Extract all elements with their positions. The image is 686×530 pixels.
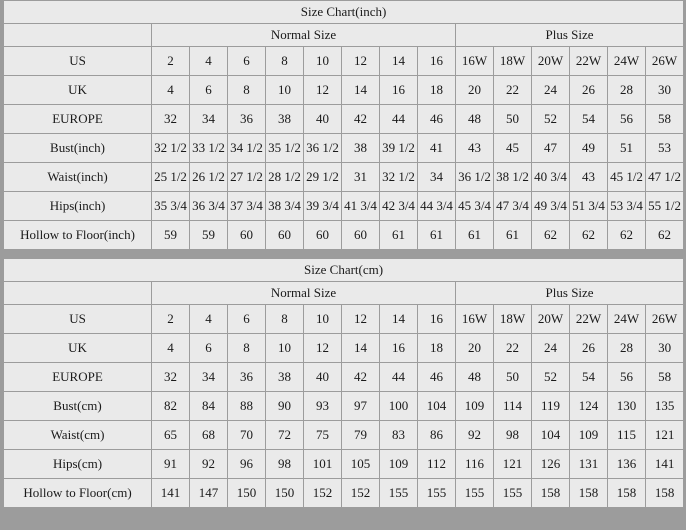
cell: 26 <box>570 76 608 105</box>
size-chart-inch-block <box>0 0 686 250</box>
cell: 54 <box>570 105 608 134</box>
cell: 98 <box>494 421 532 450</box>
cell: 16 <box>418 47 456 76</box>
row-label: Hips(cm) <box>4 450 152 479</box>
cell: 112 <box>418 450 456 479</box>
cell: 42 <box>342 363 380 392</box>
cell: 53 <box>646 134 684 163</box>
cell: 135 <box>646 392 684 421</box>
cell: 24 <box>532 334 570 363</box>
cell: 60 <box>342 221 380 250</box>
cell: 155 <box>456 479 494 508</box>
group-header-row <box>4 282 684 305</box>
cell: 45 3/4 <box>456 192 494 221</box>
cell: 26W <box>646 47 684 76</box>
cell: 100 <box>380 392 418 421</box>
cell: 109 <box>570 421 608 450</box>
cell: 35 3/4 <box>152 192 190 221</box>
cell: 61 <box>380 221 418 250</box>
cell: 43 <box>456 134 494 163</box>
cell: 16W <box>456 47 494 76</box>
cell: 4 <box>152 334 190 363</box>
cell: 12 <box>304 76 342 105</box>
cell: 104 <box>418 392 456 421</box>
cell: 45 <box>494 134 532 163</box>
cell: 116 <box>456 450 494 479</box>
cell: 10 <box>304 47 342 76</box>
cell: 6 <box>228 305 266 334</box>
row-label: Bust(cm) <box>4 392 152 421</box>
cell: 34 <box>190 105 228 134</box>
cell: 61 <box>456 221 494 250</box>
cell: 47 <box>532 134 570 163</box>
cell: 44 <box>380 363 418 392</box>
cell: 44 3/4 <box>418 192 456 221</box>
cell: 27 1/2 <box>228 163 266 192</box>
cell: 75 <box>304 421 342 450</box>
cell: 56 <box>608 363 646 392</box>
cell: 31 <box>342 163 380 192</box>
size-chart-inch-table <box>3 0 684 250</box>
cell: 51 <box>608 134 646 163</box>
cell: 22 <box>494 334 532 363</box>
cell: 4 <box>152 76 190 105</box>
table-row <box>4 392 684 421</box>
cell: 18 <box>418 76 456 105</box>
cell: 121 <box>494 450 532 479</box>
cell: 2 <box>152 305 190 334</box>
cell: 158 <box>608 479 646 508</box>
cell: 35 1/2 <box>266 134 304 163</box>
cell: 8 <box>266 47 304 76</box>
group-label-plus: Plus Size <box>456 282 684 305</box>
cell: 61 <box>494 221 532 250</box>
cell: 62 <box>532 221 570 250</box>
cell: 20W <box>532 305 570 334</box>
table-row <box>4 479 684 508</box>
cell: 88 <box>228 392 266 421</box>
cell: 2 <box>152 47 190 76</box>
cell: 48 <box>456 105 494 134</box>
cell: 42 3/4 <box>380 192 418 221</box>
cell: 53 3/4 <box>608 192 646 221</box>
cell: 20W <box>532 47 570 76</box>
table-row <box>4 305 684 334</box>
table-row <box>4 334 684 363</box>
cell: 32 1/2 <box>380 163 418 192</box>
cell: 44 <box>380 105 418 134</box>
cell: 32 <box>152 105 190 134</box>
cell: 12 <box>342 305 380 334</box>
cell: 18 <box>418 334 456 363</box>
cell: 38 <box>266 105 304 134</box>
title-row <box>4 1 684 24</box>
cell: 40 3/4 <box>532 163 570 192</box>
cell: 155 <box>418 479 456 508</box>
cell: 10 <box>266 76 304 105</box>
cell: 22 <box>494 76 532 105</box>
cell: 10 <box>304 305 342 334</box>
cell: 26 1/2 <box>190 163 228 192</box>
group-label-normal: Normal Size <box>152 282 456 305</box>
cell: 47 1/2 <box>646 163 684 192</box>
cell: 98 <box>266 450 304 479</box>
table-row <box>4 450 684 479</box>
corner-cell <box>4 282 152 305</box>
cell: 38 1/2 <box>494 163 532 192</box>
cell: 136 <box>608 450 646 479</box>
cell: 60 <box>266 221 304 250</box>
table-row <box>4 221 684 250</box>
cell: 84 <box>190 392 228 421</box>
cell: 33 1/2 <box>190 134 228 163</box>
cell: 60 <box>304 221 342 250</box>
group-label-plus: Plus Size <box>456 24 684 47</box>
row-label: Hollow to Floor(inch) <box>4 221 152 250</box>
cell: 36 1/2 <box>456 163 494 192</box>
row-label: Hollow to Floor(cm) <box>4 479 152 508</box>
cell: 56 <box>608 105 646 134</box>
cell: 28 <box>608 76 646 105</box>
cell: 6 <box>190 76 228 105</box>
cell: 131 <box>570 450 608 479</box>
cell: 121 <box>646 421 684 450</box>
cell: 6 <box>228 47 266 76</box>
cell: 60 <box>228 221 266 250</box>
cell: 36 <box>228 363 266 392</box>
cell: 16 <box>380 76 418 105</box>
cell: 109 <box>380 450 418 479</box>
row-label: US <box>4 305 152 334</box>
cell: 38 3/4 <box>266 192 304 221</box>
cell: 24W <box>608 47 646 76</box>
row-label: UK <box>4 334 152 363</box>
cell: 59 <box>190 221 228 250</box>
cell: 32 <box>152 363 190 392</box>
row-label: Hips(inch) <box>4 192 152 221</box>
chart-separator <box>0 250 686 258</box>
table-row <box>4 76 684 105</box>
cell: 34 1/2 <box>228 134 266 163</box>
cell: 124 <box>570 392 608 421</box>
cell: 20 <box>456 334 494 363</box>
cell: 50 <box>494 363 532 392</box>
cell: 72 <box>266 421 304 450</box>
cell: 22W <box>570 47 608 76</box>
cell: 30 <box>646 76 684 105</box>
cell: 28 <box>608 334 646 363</box>
cell: 34 <box>418 163 456 192</box>
cell: 86 <box>418 421 456 450</box>
cell: 93 <box>304 392 342 421</box>
cell: 150 <box>266 479 304 508</box>
row-label: US <box>4 47 152 76</box>
cell: 101 <box>304 450 342 479</box>
cell: 41 <box>418 134 456 163</box>
cell: 119 <box>532 392 570 421</box>
cell: 49 3/4 <box>532 192 570 221</box>
row-label: UK <box>4 76 152 105</box>
table-row <box>4 192 684 221</box>
cell: 52 <box>532 363 570 392</box>
cell: 59 <box>152 221 190 250</box>
cell: 42 <box>342 105 380 134</box>
cell: 158 <box>570 479 608 508</box>
title-row <box>4 259 684 282</box>
cell: 54 <box>570 363 608 392</box>
cell: 34 <box>190 363 228 392</box>
cell: 48 <box>456 363 494 392</box>
cell: 29 1/2 <box>304 163 342 192</box>
cell: 32 1/2 <box>152 134 190 163</box>
cell: 43 <box>570 163 608 192</box>
size-chart-cm-table <box>3 258 684 508</box>
cell: 152 <box>304 479 342 508</box>
cell: 158 <box>532 479 570 508</box>
cell: 25 1/2 <box>152 163 190 192</box>
group-label-normal: Normal Size <box>152 24 456 47</box>
cell: 114 <box>494 392 532 421</box>
row-label: Waist(inch) <box>4 163 152 192</box>
cell: 38 <box>266 363 304 392</box>
table-row <box>4 421 684 450</box>
cell: 62 <box>570 221 608 250</box>
cell: 46 <box>418 363 456 392</box>
size-chart-cm-block <box>0 258 686 508</box>
cell: 20 <box>456 76 494 105</box>
cell: 14 <box>342 76 380 105</box>
table-row <box>4 134 684 163</box>
cell: 62 <box>646 221 684 250</box>
table-row <box>4 105 684 134</box>
cell: 115 <box>608 421 646 450</box>
cell: 152 <box>342 479 380 508</box>
cell: 40 <box>304 105 342 134</box>
cell: 104 <box>532 421 570 450</box>
cell: 62 <box>608 221 646 250</box>
cell: 150 <box>228 479 266 508</box>
cell: 36 3/4 <box>190 192 228 221</box>
cell: 41 3/4 <box>342 192 380 221</box>
cell: 30 <box>646 334 684 363</box>
cell: 82 <box>152 392 190 421</box>
cell: 52 <box>532 105 570 134</box>
cell: 18W <box>494 47 532 76</box>
cell: 105 <box>342 450 380 479</box>
cell: 130 <box>608 392 646 421</box>
cell: 79 <box>342 421 380 450</box>
cell: 92 <box>190 450 228 479</box>
cell: 51 3/4 <box>570 192 608 221</box>
cell: 46 <box>418 105 456 134</box>
cell: 39 1/2 <box>380 134 418 163</box>
cell: 8 <box>228 76 266 105</box>
cell: 8 <box>266 305 304 334</box>
cell: 16 <box>418 305 456 334</box>
cell: 47 3/4 <box>494 192 532 221</box>
cell: 58 <box>646 363 684 392</box>
cell: 22W <box>570 305 608 334</box>
table-row <box>4 163 684 192</box>
cell: 26W <box>646 305 684 334</box>
cell: 96 <box>228 450 266 479</box>
cell: 24W <box>608 305 646 334</box>
cell: 12 <box>342 47 380 76</box>
row-label: EUROPE <box>4 105 152 134</box>
table-row <box>4 47 684 76</box>
cell: 8 <box>228 334 266 363</box>
cell: 10 <box>266 334 304 363</box>
chart-title: Size Chart(cm) <box>4 259 684 282</box>
cell: 68 <box>190 421 228 450</box>
cell: 97 <box>342 392 380 421</box>
cell: 90 <box>266 392 304 421</box>
cell: 16W <box>456 305 494 334</box>
cell: 6 <box>190 334 228 363</box>
cell: 70 <box>228 421 266 450</box>
cell: 147 <box>190 479 228 508</box>
row-label: Waist(cm) <box>4 421 152 450</box>
cell: 38 <box>342 134 380 163</box>
cell: 141 <box>152 479 190 508</box>
cell: 65 <box>152 421 190 450</box>
cell: 12 <box>304 334 342 363</box>
cell: 155 <box>494 479 532 508</box>
cell: 61 <box>418 221 456 250</box>
cell: 91 <box>152 450 190 479</box>
cell: 83 <box>380 421 418 450</box>
cell: 24 <box>532 76 570 105</box>
cell: 28 1/2 <box>266 163 304 192</box>
cell: 26 <box>570 334 608 363</box>
cell: 155 <box>380 479 418 508</box>
cell: 58 <box>646 105 684 134</box>
row-label: EUROPE <box>4 363 152 392</box>
cell: 4 <box>190 305 228 334</box>
cell: 126 <box>532 450 570 479</box>
cell: 36 <box>228 105 266 134</box>
table-row <box>4 363 684 392</box>
cell: 16 <box>380 334 418 363</box>
group-header-row <box>4 24 684 47</box>
cell: 39 3/4 <box>304 192 342 221</box>
cell: 36 1/2 <box>304 134 342 163</box>
row-label: Bust(inch) <box>4 134 152 163</box>
cell: 18W <box>494 305 532 334</box>
cell: 40 <box>304 363 342 392</box>
cell: 4 <box>190 47 228 76</box>
cell: 55 1/2 <box>646 192 684 221</box>
corner-cell <box>4 24 152 47</box>
cell: 49 <box>570 134 608 163</box>
cell: 109 <box>456 392 494 421</box>
chart-title: Size Chart(inch) <box>4 1 684 24</box>
cell: 50 <box>494 105 532 134</box>
cell: 14 <box>342 334 380 363</box>
cell: 158 <box>646 479 684 508</box>
cell: 45 1/2 <box>608 163 646 192</box>
cell: 92 <box>456 421 494 450</box>
cell: 14 <box>380 47 418 76</box>
cell: 141 <box>646 450 684 479</box>
cell: 14 <box>380 305 418 334</box>
cell: 37 3/4 <box>228 192 266 221</box>
